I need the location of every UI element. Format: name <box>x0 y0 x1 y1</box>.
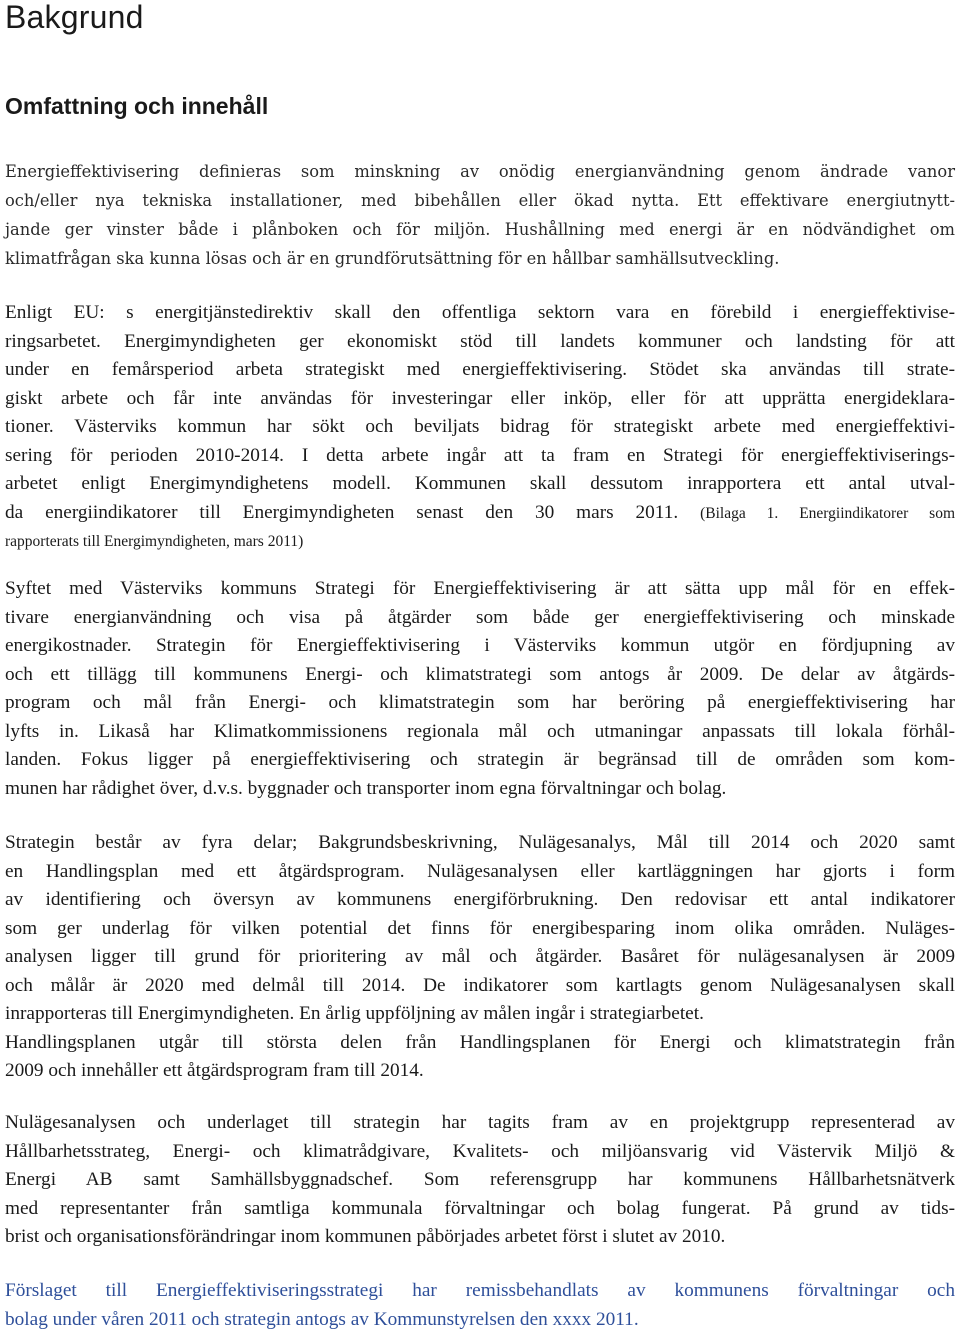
paragraph-line: ringsarbetet. Energimyndigheten ger ekonomiskt stöd till landets kommuner och landsting för att <box>5 330 955 352</box>
paragraph-line: Förslaget till Energieffektiviseringsstrategi har remissbehandlats av kommunens förvaltningar och <box>5 1280 955 1301</box>
paragraph-line: Strategin består av fyra delar; Bakgrundsbeskrivning, Nulägesanalys, Mål till 2014 och 2020 samt <box>5 832 955 853</box>
paragraph-line: jande ger vinster både i plånboken och för miljön. Hushållning med energi är en nödvändighet om <box>5 220 955 239</box>
paragraph-line: Energi AB samt Samhällsbyggnadschef. Som referensgrupp har kommunens Hållbarhetsnätverk <box>5 1169 955 1190</box>
paragraph-line: analysen ligger till grund för prioritering av mål och åtgärder. Basåret för nulägesanalysen är 2009 <box>5 946 955 967</box>
paragraph-line: brist och organisationsförändringar inom kommunen påbörjades arbetet först i slutet av 2010. <box>5 1226 726 1247</box>
paragraph-adoption-note <box>5 1277 955 1334</box>
paragraph-line: Energieffektivisering definieras som minskning av onödig energianvändning genom ändrade vanor <box>5 162 955 181</box>
paragraph-line: och ett tillägg till kommunens Energi- och klimatstrategi som antogs år 2009. De delar av åtgärds- <box>5 663 955 685</box>
appendix-reference-tail: rapporterats till Energimyndigheten, mars 2011) <box>5 533 304 550</box>
paragraph-line <box>5 499 955 529</box>
paragraph-line: energikostnader. Strategin för Energieffektivisering i Västerviks kommun utgör en fördjupning av <box>5 635 955 656</box>
paragraph-line: och målår är 2020 med delmål till 2014. De indikatorer som kartlagts genom Nulägesanalysen skall <box>5 974 955 996</box>
paragraph-line: med representanter från samtliga kommunala förvaltningar och bolag fungerat. På grund av tids- <box>5 1197 955 1219</box>
paragraph-project-group <box>5 1109 955 1252</box>
paragraph-line: lyfts in. Likaså har Klimatkommissionens regionala mål och utmaningar anpassats till lokala förhål- <box>5 720 955 742</box>
paragraph-line: Nulägesanalysen och underlaget till strategin har tagits fram av en projektgrupp representerad av <box>5 1112 955 1133</box>
paragraph-line: Enligt EU: s energitjänstedirektiv skall den offentliga sektorn vara en förebild i energieffektivise- <box>5 302 955 323</box>
paragraph-line: munen har rådighet över, d.v.s. byggnader och transporter inom egna förvaltningar och bolag. <box>5 777 727 799</box>
paragraph-line: Hållbarhetsstrateg, Energi- och klimatrådgivare, Kvalitets- och miljöansvarig vid Västervik Miljö & <box>5 1140 955 1162</box>
paragraph-line: som ger underlag för vilken potential det finns för energibesparing inom olika områden. Nuläges- <box>5 917 955 939</box>
paragraph-line: en Handlingsplan med ett åtgärdsprogram. Nulägesanalysen eller kartläggningen har gjorts i form <box>5 860 955 882</box>
paragraph-line: under en femårsperiod arbeta strategiskt med energieffektivisering. Stödet ska användas till strate- <box>5 359 955 380</box>
document-page <box>5 0 956 1330</box>
paragraph-definition <box>5 157 955 273</box>
paragraph-line: Handlingsplanen utgår till största delen från Handlingsplanen för Energi och klimatstrategin från <box>5 1031 955 1053</box>
paragraph-line: inrapporteras till Energimyndigheten. En årlig uppföljning av målen ingår i strategiarbetet. <box>5 1003 704 1024</box>
paragraph-line: och/eller nya tekniska installationer, med bibehållen eller ökad nytta. Ett effektivare energiutnytt- <box>5 191 955 210</box>
paragraph-text: da energiindikatorer till Energimyndigheten senast den 30 mars 2011. <box>5 501 679 523</box>
paragraph-line: arbetet enligt Energimyndighetens modell. Kommunen skall dessutom inrapportera ett antal utval- <box>5 473 955 494</box>
paragraph-structure <box>5 829 955 1086</box>
paragraph-line: klimatfrågan ska kunna lösas och är en grundförutsättning för en hållbar samhällsutveckling. <box>5 249 780 268</box>
page-title: Bakgrund <box>5 0 144 35</box>
paragraph-line: bolag under våren 2011 och strategin antogs av Kommunstyrelsen den xxxx 2011. <box>5 1308 639 1330</box>
appendix-reference: (Bilaga 1. Energiindikatorer som <box>700 504 956 522</box>
paragraph-line: tivare energianvändning och visa på åtgärder som både ger energieffektivisering och minskade <box>5 606 955 628</box>
paragraph-eu-directive <box>5 299 955 557</box>
paragraph-line: landen. Fokus ligger på energieffektivisering och strategin är begränsad till de områden som kom- <box>5 749 955 770</box>
paragraph-line: sering för perioden 2010-2014. I detta arbete ingår att ta fram en Strategi för energieffektiviserings- <box>5 444 955 466</box>
paragraph-line: giskt arbete och får inte användas för investeringar eller inköp, eller för att upprätta energideklara- <box>5 387 955 409</box>
paragraph-line: av identifiering och översyn av kommunens energiförbrukning. Den redovisar ett antal indikatorer <box>5 889 955 910</box>
paragraph-line: tioner. Västerviks kommun har sökt och beviljats bidrag för strategiskt arbete med energieffektivi- <box>5 416 955 437</box>
section-heading: Omfattning och innehåll <box>5 93 269 119</box>
paragraph-line: Syftet med Västerviks kommuns Strategi för Energieffektivisering är att sätta upp mål för en effek- <box>5 578 955 599</box>
paragraph-purpose <box>5 575 955 803</box>
paragraph-line: 2009 och innehåller ett åtgärdsprogram fram till 2014. <box>5 1060 424 1081</box>
paragraph-line: program och mål från Energi- och klimatstrategin som har beröring på energieffektivisering har <box>5 692 955 713</box>
